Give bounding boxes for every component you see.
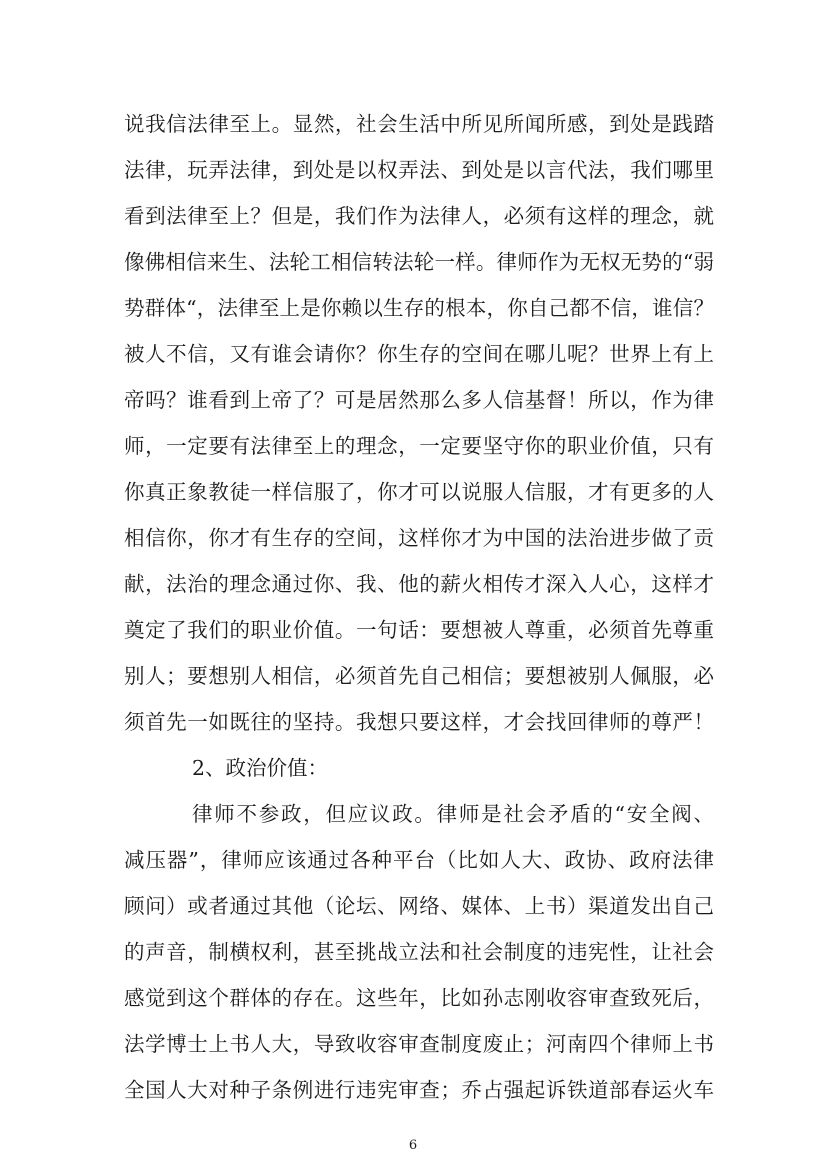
section-heading: 2、政治价值： — [192, 756, 329, 780]
paragraph-line: 感觉到这个群体的存在。这些年，比如孙志刚收容审查致死后， — [124, 986, 714, 1010]
paragraph-line: 减压器”，律师应该通过各种平台（比如人大、政协、政府法律 — [124, 848, 714, 872]
paragraph-line: 献，法治的理念通过你、我、他的薪火相传才深入人心，这样才 — [124, 572, 714, 596]
paragraph-line: 全国人大对种子条例进行违宪审查；乔占强起诉铁道部春运火车 — [124, 1078, 714, 1102]
paragraph-line: 相信你，你才有生存的空间，这样你才为中国的法治进步做了贡 — [124, 526, 714, 550]
paragraph-line: 别人；要想别人相信，必须首先自己相信；要想被别人佩服，必 — [124, 664, 714, 688]
paragraph-line: 势群体“，法律至上是你赖以生存的根本，你自己都不信，谁信？ — [124, 296, 714, 320]
paragraph-line: 像佛相信来生、法轮工相信转法轮一样。律师作为无权无势的“弱 — [124, 250, 714, 274]
paragraph-line: 被人不信，又有谁会请你？你生存的空间在哪儿呢？世界上有上 — [124, 342, 714, 366]
paragraph-line: 你真正象教徒一样信服了，你才可以说服人信服，才有更多的人 — [124, 480, 714, 504]
paragraph-line: 须首先一如既往的坚持。我想只要这样，才会找回律师的尊严！ — [124, 710, 714, 734]
paragraph-line: 法学博士上书人大，导致收容审查制度废止；河南四个律师上书 — [124, 1032, 714, 1056]
paragraph-line: 帝吗？谁看到上帝了？可是居然那么多人信基督！所以，作为律 — [124, 388, 714, 412]
paragraph-line: 看到法律至上？但是，我们作为法律人，必须有这样的理念，就 — [124, 204, 714, 228]
paragraph-line: 师，一定要有法律至上的理念，一定要坚守你的职业价值，只有 — [124, 434, 714, 458]
paragraph-line: 顾问）或者通过其他（论坛、网络、媒体、上书）渠道发出自己 — [124, 894, 714, 918]
paragraph-line: 的声音，制横权利，甚至挑战立法和社会制度的违宪性，让社会 — [124, 940, 714, 964]
paragraph-line: 法律，玩弄法律，到处是以权弄法、到处是以言代法，我们哪里 — [124, 158, 714, 182]
paragraph-first-line: 律师不参政，但应议政。律师是社会矛盾的“安全阀、 — [192, 802, 714, 826]
page-number: 6 — [408, 1138, 418, 1153]
paragraph-line: 说我信法律至上。显然，社会生活中所见所闻所感，到处是践踏 — [124, 112, 714, 136]
paragraph-line: 奠定了我们的职业价值。一句话：要想被人尊重，必须首先尊重 — [124, 618, 714, 642]
